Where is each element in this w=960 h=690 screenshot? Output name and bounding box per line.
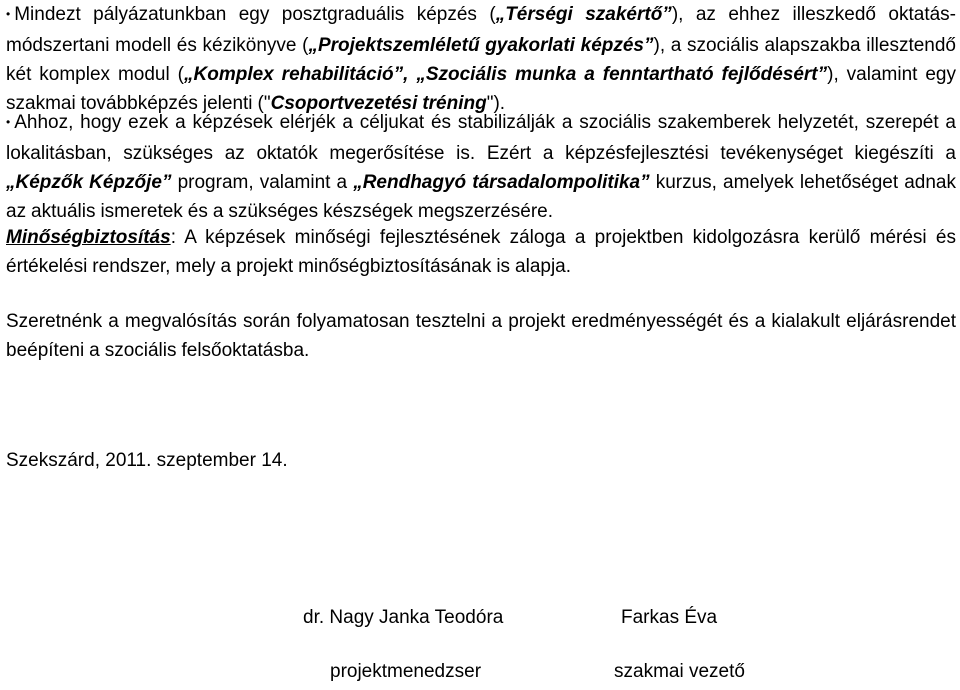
signatory-role: projektmenedzser bbox=[330, 661, 482, 682]
paragraph-quality-assurance bbox=[6, 223, 956, 281]
paragraph-testing bbox=[6, 307, 956, 365]
text-run: Szeretnénk a megvalósítás során folyamatosan tesztelni a projekt eredményességét és a kialakult eljárásrendet beépíteni a szociális felsőoktatásba. bbox=[6, 311, 956, 361]
place-and-date: Szekszárd, 2011. szeptember 14. bbox=[6, 450, 288, 471]
bullet-icon: • bbox=[6, 7, 11, 21]
emphasis-group-training: Csoportvezetési tréning bbox=[270, 93, 487, 114]
bullet-icon: • bbox=[6, 115, 11, 129]
emphasis-modules: „Komplex rehabilitáció”, „Szociális munka a fenntartható fejlődésért” bbox=[184, 64, 828, 85]
quality-assurance-label: Minőségbiztosítás bbox=[6, 227, 171, 248]
text-run: Ahhoz, hogy ezek a képzések elérjék a céljukat és stabilizálják a szociális szakemberek helyzetét, szerepét a lokalitásban, szükséges az oktatók megerősítése is. Ezért a képzésfejlesztési tevékenységet kiegészíti a bbox=[6, 112, 956, 164]
text-run: Mindezt pályázatunkban egy posztgraduális képzés ( bbox=[14, 4, 496, 25]
text-run: A képzések minőségi fejlesztésének záloga a projektben kidolgozásra kerülő mérési és értékelési rendszer, mely a projekt minőségbiztosításának is alapja. bbox=[6, 227, 956, 277]
paragraph-training-offer bbox=[6, 0, 956, 118]
paragraph-trainer-development bbox=[6, 108, 956, 226]
emphasis-trainers-trainer: „Képzők Képzője” bbox=[6, 172, 172, 193]
text-run: ), a szociális alapszakba illesztendő két komplex modul ( bbox=[6, 35, 956, 85]
text-run: program, valamint a bbox=[171, 172, 354, 193]
signatory-name: dr. Nagy Janka Teodóra bbox=[303, 607, 504, 628]
emphasis-territorial-expert: „Térségi szakértő” bbox=[495, 4, 672, 25]
signatory-role: szakmai vezető bbox=[614, 661, 745, 682]
text-run: "). bbox=[486, 93, 506, 114]
text-run: ), az ehhez illeszkedő oktatás-módszertani modell és kézikönyve ( bbox=[6, 4, 957, 56]
text-run: kurzus, amelyek lehetőséget adnak az aktuális ismeretek és a szükséges készségek megszerzésére. bbox=[6, 172, 956, 222]
emphasis-social-policy: „Rendhagyó társadalompolitika” bbox=[353, 172, 650, 193]
signatory-name: Farkas Éva bbox=[621, 607, 718, 628]
emphasis-project-training: „Projektszemléletű gyakorlati képzés” bbox=[308, 35, 654, 56]
text-run: ), valamint egy szakmai továbbképzés jelenti (" bbox=[6, 64, 956, 114]
document-page bbox=[6, 0, 956, 690]
text-run: : bbox=[170, 227, 176, 248]
